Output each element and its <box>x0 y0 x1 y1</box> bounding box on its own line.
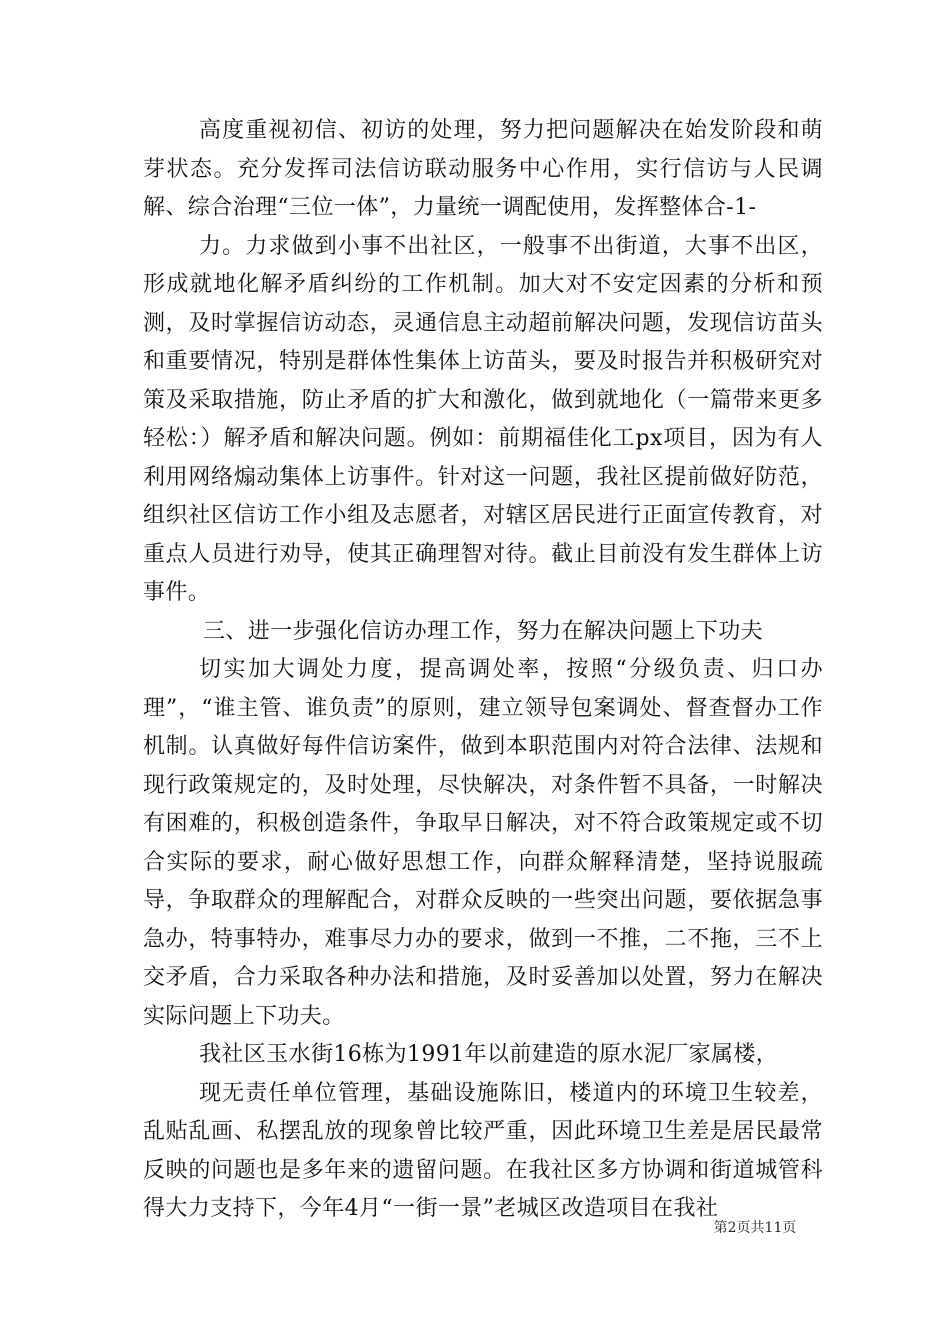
section-heading-3: 三、进一步强化信访办理工作，努力在解决问题上下功夫 <box>203 618 764 644</box>
paragraph-2: 力。力求做到小事不出社区，一般事不出街道，大事不出区，形成就地化解矛盾纠纷的工作机制。加大对不安定因素的分析和预测，及时掌握信访动态，灵通信息主动超前解决问题，发现信访苗头和重要情况，特别是群体性集体上访苗头，要及时报告并积极研究对策及采取措施，防止矛盾的扩大和激化，做到就地化（一篇带来更多轻松：）解矛盾和解决问题。例如：前期福佳化工px项目，因为有人利用网络煽动集体上访事件。针对这一问题，我社区提前做好防范，组织社区信访工作小组及志愿者，对辖区居民进行正面宣传教育，对重点人员进行劝导，使其正确理智对待。截止目前没有发生群体上访事件。 <box>143 233 823 605</box>
paragraph-1: 高度重视初信、初访的处理，努力把问题解决在始发阶段和萌芽状态。充分发挥司法信访联动服务中心作用，实行信访与人民调解、综合治理“三位一体”，力量统一调配使用，发挥整体合-1- <box>143 118 823 220</box>
paragraph-3: 切实加大调处力度，提高调处率，按照“分级负责、归口办理”，“谁主管、谁负责”的原则，建立领导包案调处、督查督办工作机制。认真做好每件信访案件，做到本职范围内对符合法律、法规和现行政策规定的，及时处理，尽快解决，对条件暂不具备，一时解决有困难的，积极创造条件，争取早日解决，对不符合政策规定或不切合实际的要求，耐心做好思想工作，向群众解释清楚，坚持说服疏导，争取群众的理解配合，对群众反映的一些突出问题，要依据急事急办，特事特办，难事尽力办的要求，做到一不推，二不拖，三不上交矛盾，合力采取各种办法和措施，及时妥善加以处置，努力在解决实际问题上下功夫。 <box>143 657 823 1029</box>
page-number-footer: 第2页共11页 <box>713 1220 797 1236</box>
paragraph-4: 我社区玉水街16栋为1991年以前建造的原水泥厂家属楼， <box>199 1042 779 1067</box>
document-body <box>143 112 823 1229</box>
paragraph-5: 现无责任单位管理，基础设施陈旧，楼道内的环境卫生较差，乱贴乱画、私摆乱放的现象曾比较严重，因此环境卫生差是居民最常反映的问题也是多年来的遗留问题。在我社区多方协调和街道城管科得大力支持下，今年4月“一街一景”老城区改造项目在我社 <box>143 1080 823 1221</box>
